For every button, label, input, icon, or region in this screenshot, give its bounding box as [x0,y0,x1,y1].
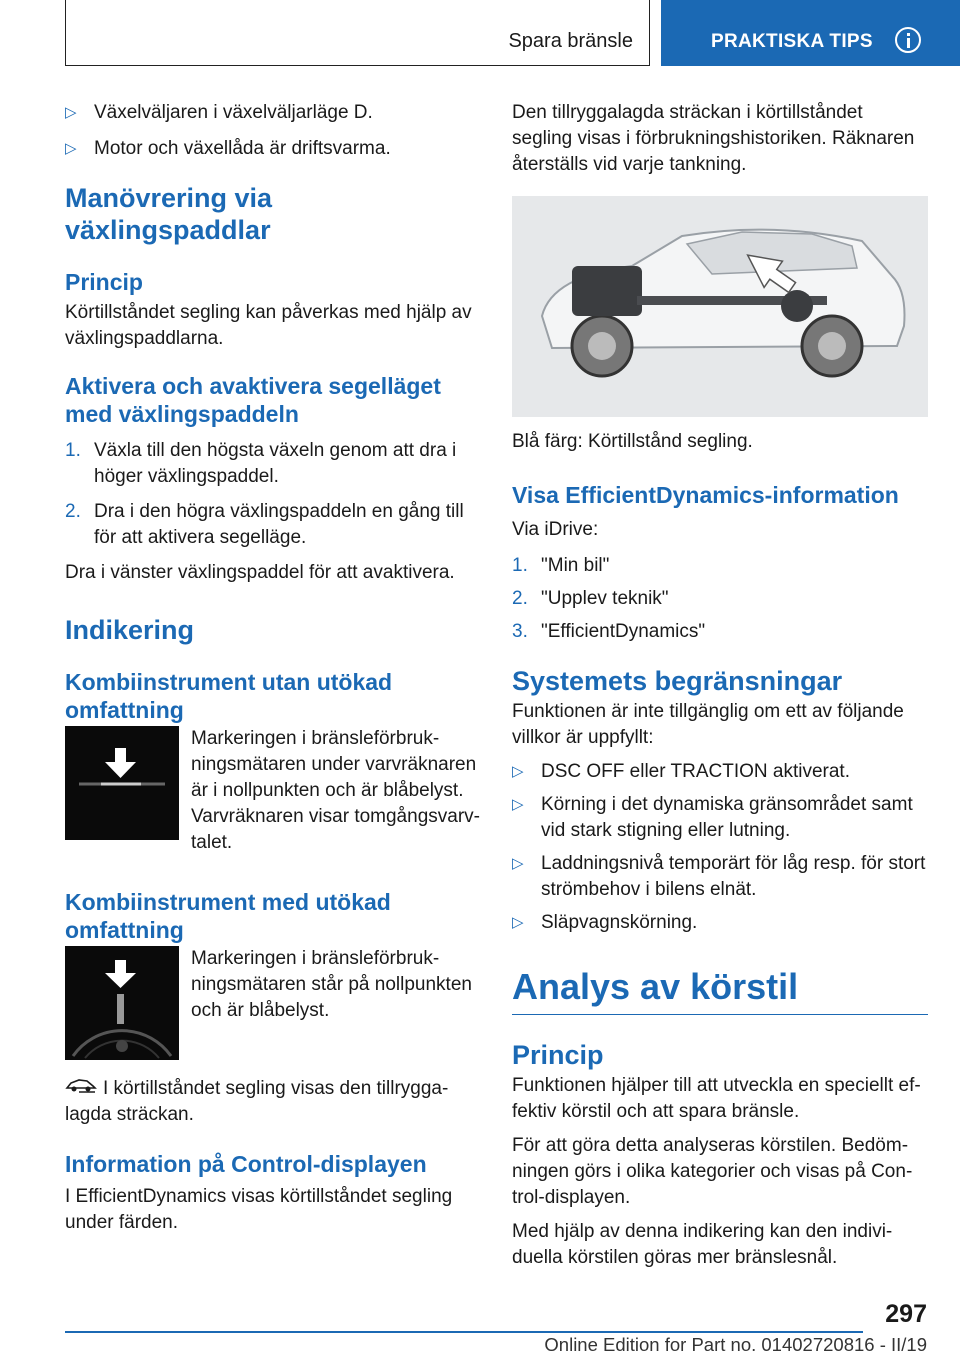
paragraph-coasting: I körtillståndet segling visas den tillryggalagda sträckan. [65,1076,480,1128]
paragraph-limits: Funktionen är inte tillgänglig om ett av följande villkor är uppfyllt: [512,701,904,748]
list-item: ▷ Växelväljaren i växelväljarläge D. [65,100,480,126]
heading-analysis: Analys av körstil [512,966,799,1007]
triangle-bullet-icon: ▷ [512,855,524,872]
down-arrow-icon [65,726,179,840]
paragraph-distance: Den tillryggalagda sträckan i körtillståndet segling visas i förbrukningshistoriken. Räknaren återställs vid varje tankning. [512,102,915,175]
paragraph-principle: Körtillståndet segling kan påverkas med hjälp av växlingspaddlarna. [65,302,472,349]
chapter-tab[interactable] [661,0,960,66]
limits-list [512,759,928,936]
left-column [65,100,480,1236]
idrive-steps [512,553,928,645]
instrument-basic-image [65,726,179,840]
heading-combi-extended: Kombiinstrument med utökad omfattning [65,889,391,943]
triangle-bullet-icon: ▷ [512,796,524,813]
heading-control-display: Information på Control-displayen [65,1151,427,1178]
list-item: 1. "Min bil" [512,555,610,576]
paragraph-analysis-2: För att göra detta analyseras körstilen. Bedömningen görs i olika kategorier och visas på Control-displayen. [512,1135,913,1208]
paragraph-analysis-3: Med hjälp av denna indikering kan den individuella körstilen göras mer bränslesnål. [512,1221,893,1268]
footer-edition: Online Edition for Part no. 01402720816 - II/19 [544,1334,927,1355]
list-item: ▷ Släpvagnskörning. [512,910,928,936]
heading-show-info: Visa EfficientDynamics-information [512,482,899,508]
heading-activate: Aktivera och avaktivera segelläget med växlingspaddeln [65,373,441,427]
heading-indication: Indikering [65,615,195,645]
combi-basic-block [65,726,480,856]
activate-steps [65,438,480,551]
list-item: 3. "EfficientDynamics" [512,621,706,642]
list-item: ▷ Körning i det dynamiska gränsområdet samt vid stark stigning eller lutning. [512,794,913,841]
heading-principle-right: Princip [512,1040,604,1070]
combi-extended-block [65,946,480,1060]
instrument-extended-image [65,946,179,1060]
paragraph-combi-extended: Markeringen i bränsleförbrukningsmätaren står på nollpunkten och är blåbelyst. [191,948,472,1021]
list-item: ▷ Motor och växellåda är driftsvarma. [65,136,480,162]
paragraph-control-display: I EfficientDynamics visas körtillståndet segling under färden. [65,1186,453,1234]
triangle-bullet-icon: ▷ [512,763,524,780]
right-column [512,100,928,1271]
header-section-box [65,0,650,66]
car-drivetrain-image [512,196,928,417]
heading-combi-basic: Kombiinstrument utan utökad omfattning [65,669,393,723]
page-number: 297 [885,1300,927,1328]
list-item: 2. "Upplev teknik" [512,588,669,609]
info-icon [895,27,921,53]
prerequisite-list [65,100,480,162]
paragraph-deactivate: Dra i vänster växlingspaddel för att avaktivera. [65,562,455,583]
list-item: ▷ DSC OFF eller TRACTION aktiverat. [512,759,928,785]
coasting-car-icon [65,1076,97,1102]
heading-principle: Princip [65,269,143,295]
paragraph-analysis-1: Funktionen hjälper till att utveckla en speciellt effektiv körstil och att spara bränsle. [512,1075,921,1122]
heading-limits: Systemets begränsningar [512,666,843,696]
heading-analysis-wrap [512,966,928,1015]
triangle-bullet-icon: ▷ [512,914,524,931]
image-caption: Blå färg: Körtillstånd segling. [512,431,753,452]
down-arrow-gauge-icon [65,946,179,1060]
triangle-bullet-icon: ▷ [65,104,77,121]
section-title: Spara bränsle [508,30,633,52]
footer-rule [65,1331,863,1333]
heading-paddles: Manövrering via växlingspaddlar [65,183,273,245]
paragraph-via-idrive: Via iDrive: [512,519,599,540]
chapter-tab-label: PRAKTISKA TIPS [711,31,873,52]
car-illustration-icon [512,196,928,417]
list-item: ▷ Laddningsnivå temporärt för låg resp. för stort strömbehov i bilens elnät. [512,853,926,900]
triangle-bullet-icon: ▷ [65,140,77,157]
paragraph-combi-basic: Markeringen i bränsleförbrukningsmätaren under varvräknaren är i nollpunkten och är blåbelyst. Varvräknaren visar tomgångsvarvtalet. [191,728,480,853]
list-item: 1. Växla till den högsta växeln genom att dra i höger växlingspaddel. [65,440,457,487]
list-item: 2. Dra i den högra växlingspaddeln en gång till för att aktivera segelläge. [65,501,464,548]
